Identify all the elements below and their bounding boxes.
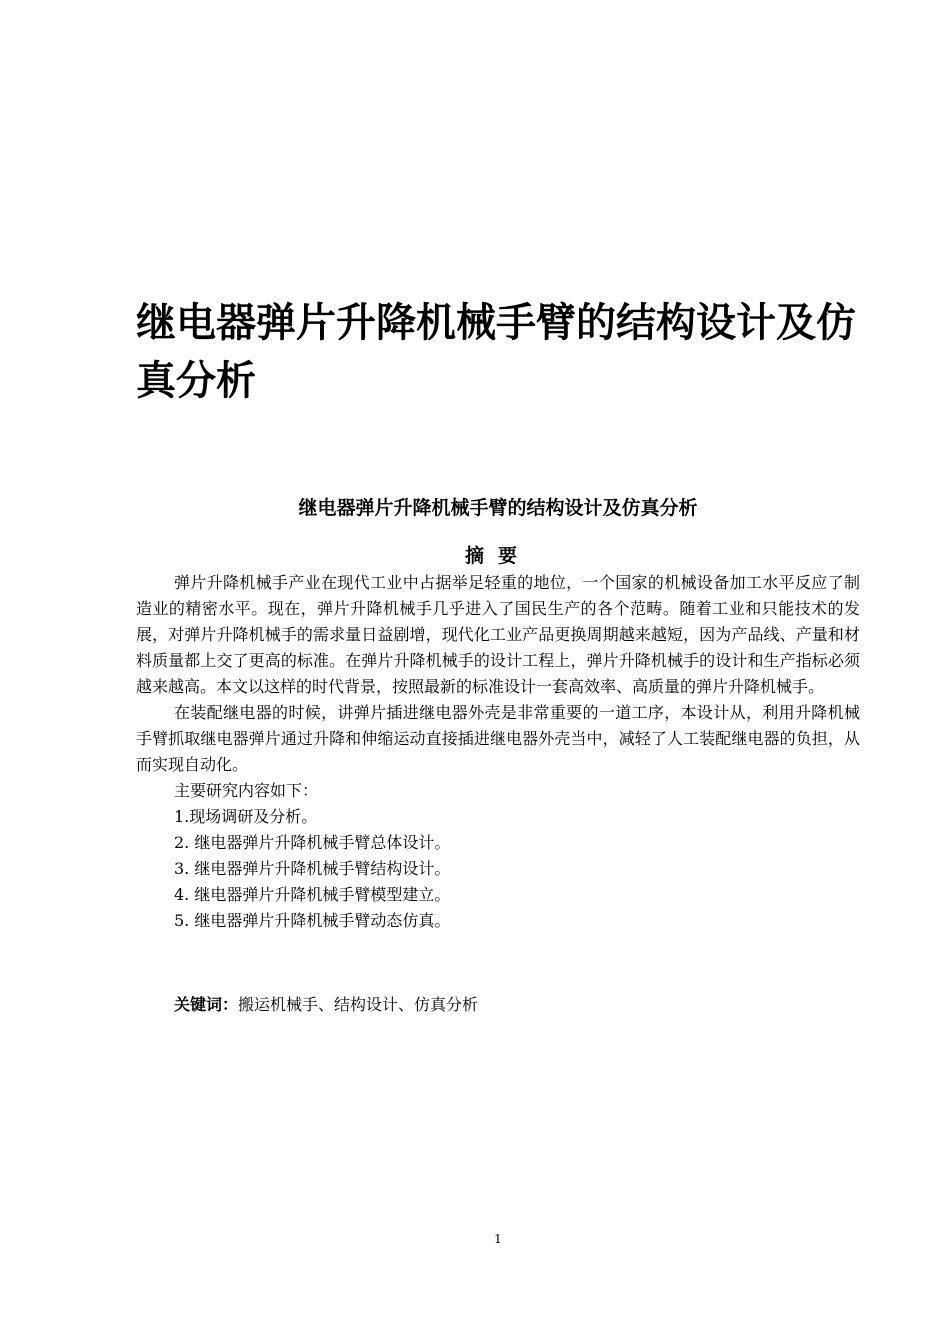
abstract-paragraph: 在装配继电器的时候，讲弹片插进继电器外壳是非常重要的一道工序，本设计从，利用升降机械手臂抓取继电器弹片通过升降和伸缩运动直接插进继电器外壳当中，减轻了人工装配继电器的负担，从而实现自动化。 [136,703,860,774]
abstract-paragraph: 弹片升降机械手产业在现代工业中占据举足轻重的地位，一个国家的机械设备加工水平反应了制造业的精密水平。现在，弹片升降机械手几乎进入了国民生产的各个范畴。随着工业和只能技术的发展，对弹片升降机械手的需求量日益剧增，现代化工业产品更换周期越来越短，因为产品线、产量和材料质量都上交了更高的标准。在弹片升降机械手的设计工程上，弹片升降机械手的设计和生产指标必须越来越高。本文以这样的时代背景，按照最新的标准设计一套高效率、高质量的弹片升降机械手。 [136,573,860,696]
list-item: 1.现场调研及分析。 [174,807,318,826]
abstract-heading: 摘要 [464,545,531,567]
main-title: 继电器弹片升降机械手臂的结构设计及仿真分析 [136,300,856,404]
abstract-body [136,570,860,934]
keywords-line [174,992,478,1018]
research-content-list [136,804,860,934]
list-item: 3. 继电器弹片升降机械手臂结构设计。 [174,859,451,878]
keywords-label: 关键词： [174,995,239,1014]
abstract-title: 继电器弹片升降机械手臂的结构设计及仿真分析 [298,497,698,519]
research-intro: 主要研究内容如下： [174,781,319,800]
list-item: 2. 继电器弹片升降机械手臂总体设计。 [174,833,451,852]
page-number: 1 [494,1232,502,1246]
list-item: 5. 继电器弹片升降机械手臂动态仿真。 [174,911,451,930]
list-item: 4. 继电器弹片升降机械手臂模型建立。 [174,885,451,904]
keywords-value: 搬运机械手、结构设计、仿真分析 [238,995,479,1014]
